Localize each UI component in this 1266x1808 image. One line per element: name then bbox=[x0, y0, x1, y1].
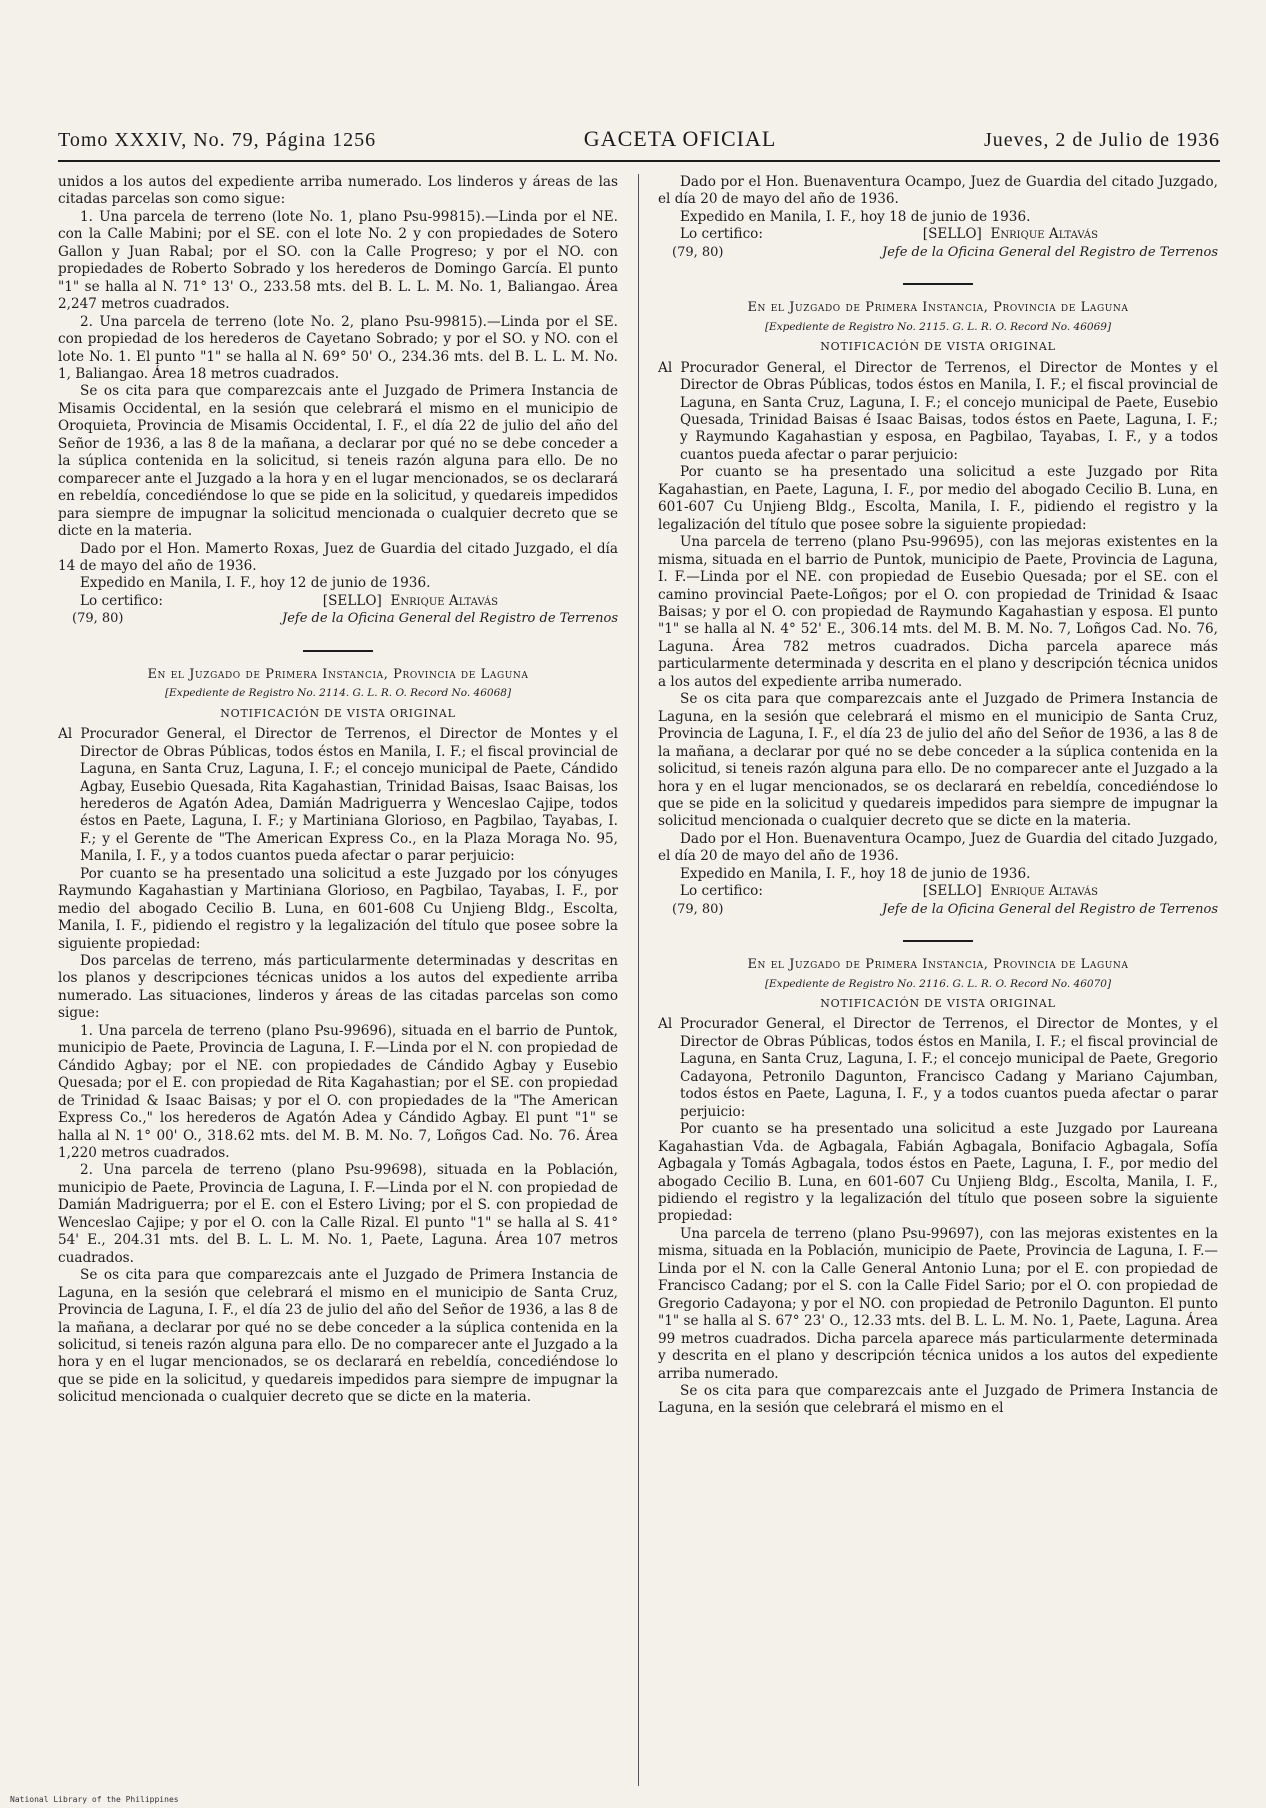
seal-label: [SELLO] bbox=[322, 592, 382, 609]
paragraph: Expedido en Manila, I. F., hoy 12 de junio de 1936. bbox=[80, 575, 431, 592]
paragraph: Se os cita para que comparezcais ante el Juzgado de Primera Instancia de Misamis Occidental, en la sesión que celebrará el mismo en el municipio de Oroquieta, Provincia de Misamis Occidental, I. F., el día 22 de julio del año del Señor de 1936, a las 8 de la mañana, a declarar por qué no se debe conceder a la súplica contenida en la solicitud, si teneis razón alguna para ello. De no comparecer ante el Juzgado a la hora y en el lugar mencionados, se os declarará en rebeldía, concediéndose lo que se pide en la solicitud, y quedareis impedidos para siempre de impugnar la solicitud mencionada o cualquier decreto que se dicte en la materia. bbox=[58, 383, 618, 540]
certifico-label: Lo certifico: bbox=[80, 592, 163, 609]
signer-title-line bbox=[58, 610, 618, 627]
paragraph: unidos a los autos del expediente arriba numerado. Los linderos y áreas de las citadas parcelas son como sigue: bbox=[58, 174, 618, 208]
expediente-line: [Expediente de Registro No. 2116. G. L. R. O. Record No. 46070] bbox=[764, 977, 1112, 990]
section-divider bbox=[903, 283, 973, 285]
signer-title: Jefe de la Oficina General del Registro de Terrenos bbox=[882, 901, 1218, 917]
paragraph: Dado por el Hon. Buenaventura Ocampo, Juez de Guardia del citado Juzgado, el día 20 de mayo del año de 1936. bbox=[658, 174, 1218, 208]
issue-number: (79, 80) bbox=[72, 611, 124, 627]
certification-line bbox=[658, 883, 1218, 900]
header-title: GACETA OFICIAL bbox=[583, 126, 777, 151]
page-header bbox=[58, 126, 1220, 156]
signer-name: Enrique Altavás bbox=[990, 226, 1098, 243]
paragraph: 2. Una parcela de terreno (lote No. 2, plano Psu-99815).—Linda por el SE. con propiedad de los herederos de Cayetano Sobrado; y por el SO. y NO. con el lote No. 1. El punto "1" se halla al N. 69° 50' O., 234.36 mts. del B. L. L. M. No. 1, Baliangao. Área 18 metros cuadrados. bbox=[58, 313, 618, 382]
notice-heading: NOTIFICACIÓN DE VISTA ORIGINAL bbox=[820, 997, 1056, 1011]
signer-title: Jefe de la Oficina General del Registro de Terrenos bbox=[282, 611, 618, 627]
signer-name: Enrique Altavás bbox=[390, 592, 498, 609]
certification-line bbox=[58, 593, 618, 610]
paragraph: Dado por el Hon. Mamerto Roxas, Juez de Guardia del citado Juzgado, el día 14 de mayo del año de 1936. bbox=[58, 540, 618, 574]
paragraph: Una parcela de terreno (plano Psu-99697), con las mejoras existentes en la misma, situada en la Población, municipio de Paete, Provincia de Laguna, I. F.—Linda por el N. con la Calle General Antonio Luna; por el E. con propiedad de Francisco Cadang; por el S. con la Calle Fidel Sario; por el O. con propiedad de Gregorio Cadayona; y por el NO. con propiedad de Petronilo Dagunton. El punto "1" se halla al S. 67° 23' O., 12.33 mts. del B. L. L. M. No. 1, Paete, Laguna. Área 99 metros cuadrados. Dicha parcela aparece más particularmente determinada y descrita en el plano y descripción técnica unidos a los autos del expediente arriba numerado. bbox=[658, 1225, 1218, 1382]
paragraph: Se os cita para que comparezcais ante el Juzgado de Primera Instancia de Laguna, en la sesión que celebrará el mismo en el bbox=[658, 1383, 1218, 1417]
paragraph: Se os cita para que comparezcais ante el Juzgado de Primera Instancia de Laguna, en la sesión que celebrará el mismo en el municipio de Santa Cruz, Provincia de Laguna, I. F., el día 23 de julio del año del Señor de 1936, a las 8 de la mañana, a declarar por qué no se debe conceder a la súplica contenida en la solicitud, si teneis razón alguna para ello. De no comparecer ante el Juzgado a la hora y en el lugar mencionados, se os declarará en rebeldía, concediéndose lo que se pide en la solicitud y quedareis impedidos para siempre de impugnar la solicitud mencionada o cualquier decreto que se dicte en la materia. bbox=[658, 691, 1218, 830]
signer-title: Jefe de la Oficina General del Registro de Terrenos bbox=[882, 244, 1218, 260]
paragraph: Por cuanto se ha presentado una solicitud a este Juzgado por Laureana Kagahastian Vda. de Agbagala, Fabián Agbagala, Bonifacio Agbagala, Sofía Agbagala y Tomás Agbagala, todos éstos en Paete, Laguna, I. F., por medio del abogado Cecilio B. Luna, en 601-607 Cu Unjieng Bldg., Escolta, Manila, I. F., pidiendo el registro y la legalización del título que poseen sobre la siguiente propiedad: bbox=[658, 1121, 1218, 1225]
signer-name: Enrique Altavás bbox=[990, 883, 1098, 900]
signer-title-line bbox=[658, 244, 1218, 261]
notice-address: Al Procurador General, el Director de Terrenos, el Director de Montes, y el Director de Obras Públicas, todos éstos en Manila, I. F.; el fiscal provincial de Laguna, en Santa Cruz, Laguna, I. F.; el concejo municipal de Paete, Gregorio Cadayona, Petronilo Dagunton, Francisco Cadang y Mariano Cajumban, todos éstos en Paete, Laguna, I. F., y a todos cuantos pueda afectar o parar perjuicio: bbox=[658, 1016, 1218, 1120]
court-heading: En el Juzgado de Primera Instancia, Provincia de Laguna bbox=[747, 300, 1129, 316]
notice-address: Al Procurador General, el Director de Terrenos, el Director de Montes y el Director de Obras Públicas, todos éstos en Manila, I. F.; el fiscal provincial de Laguna, en Santa Cruz, Laguna, I. F.; el concejo municipal de Paete, Eusebio Quesada, Trinidad Baisas é Isaac Baisas, todos éstos en Paete, Laguna, I. F.; y Raymundo Kagahastian y esposa, en Pagbilao, Tayabas, I. F., y a todos cuantos pueda afectar o parar perjuicio: bbox=[658, 359, 1218, 463]
expediente-line: [Expediente de Registro No. 2115. G. L. R. O. Record No. 46069] bbox=[764, 320, 1112, 333]
paragraph: Dos parcelas de terreno, más particularmente determinadas y descritas en los planos y descripciones técnicas unidos a los autos del expediente arriba numerado. Las situaciones, linderos y áreas de las citadas parcelas son como sigue: bbox=[58, 953, 618, 1022]
paragraph: Expedido en Manila, I. F., hoy 18 de junio de 1936. bbox=[680, 865, 1031, 882]
paragraph: Por cuanto se ha presentado una solicitud a este Juzgado por los cónyuges Raymundo Kagahastian y Martiniana Glorioso, en Pagbilao, Tayabas, I. F., por medio del abogado Cecilio B. Luna, en 601-608 Cu Unjieng Bldg., Escolta, Manila, I. F., pidiendo el registro y la legalización del título que posee sobre la siguiente propiedad: bbox=[58, 865, 618, 952]
paragraph: Una parcela de terreno (plano Psu-99695), con las mejoras existentes en la misma, situada en el barrio de Puntok, municipio de Paete, Provincia de Laguna, I. F.—Linda por el NE. con propiedad de Eusebio Quesada; por el SE. con el camino provincial Paete-Loñgos; por el O. con propiedad de Trinidad & Isaac Baisas; y por el O. con propiedad de Raymundo Kagahastian y esposa. El punto "1" se halla al N. 4° 52' E., 306.14 mts. del M. B. M. No. 7, Loñgos Cad. No. 76, Laguna. Área 782 metros cuadrados. Dicha parcela aparece más particularmente determinada y descrita en el plano y descripción técnica unidos a los autos del expediente arriba numerado. bbox=[658, 534, 1218, 690]
issue-number: (79, 80) bbox=[672, 244, 724, 260]
paragraph: 2. Una parcela de terreno (plano Psu-99698), situada en la Población, municipio de Paete, Provincia de Laguna, I. F.—Linda por el N. con propiedad de Damián Madriguerra; por el E. con el Estero Living; por el S. con propiedad de Wenceslao Cajipe; y por el O. con la Calle Rizal. El punto "1" se halla al S. 41° 54' E., 204.31 mts. del B. L. L. M. No. 1, Paete, Laguna. Área 107 metros cuadrados. bbox=[58, 1162, 618, 1266]
issue-number: (79, 80) bbox=[672, 901, 724, 917]
seal-label: [SELLO] bbox=[922, 226, 982, 243]
notice-heading: NOTIFICACIÓN DE VISTA ORIGINAL bbox=[820, 340, 1056, 354]
notice-heading: NOTIFICACIÓN DE VISTA ORIGINAL bbox=[220, 706, 456, 720]
paragraph: Expedido en Manila, I. F., hoy 18 de junio de 1936. bbox=[680, 208, 1031, 225]
signer-title-line bbox=[658, 901, 1218, 918]
left-column bbox=[58, 174, 618, 1786]
certification-line bbox=[658, 226, 1218, 243]
court-heading: En el Juzgado de Primera Instancia, Provincia de Laguna bbox=[747, 957, 1129, 973]
expediente-line: [Expediente de Registro No. 2114. G. L. R. O. Record No. 46068] bbox=[164, 687, 512, 700]
library-footer: National Library of the Philippines bbox=[10, 1795, 179, 1804]
notice-address: Al Procurador General, el Director de Terrenos, el Director de Montes y el Director de Obras Públicas, todos éstos en Manila, I. F.; el fiscal provincial de Laguna, en Santa Cruz, Laguna, I. F.; el concejo municipal de Paete, Cándido Agbay, Eusebio Quesada, Rita Kagahastian, Trinidad Baisas, Isaac Baisas, los herederos de Agatón Adea, Damián Madriguerra y Wenceslao Cajipe, todos éstos en Paete, Laguna, I. F.; y Martiniana Glorioso, en Pagbilao, Tayabas, I. F.; y el Gerente de "The American Express Co., en la Plaza Moraga No. 95, Manila, I. F., y a todos cuantos pueda afectar o parar perjuicio: bbox=[58, 726, 618, 865]
paragraph: Se os cita para que comparezcais ante el Juzgado de Primera Instancia de Laguna, en la sesión que celebrará el mismo en el municipio de Santa Cruz, Provincia de Laguna, I. F., el día 23 de julio del año del Señor de 1936, a las 8 de la mañana, a declarar por qué no se debe conceder a la súplica contenida en la solicitud, si teneis razón alguna para ello. De no comparecer ante el Juzgado a la hora y en el lugar mencionados, se os declarará en rebeldía, concediéndose lo que se pide en la solicitud, y quedareis impedidos para siempre de impugnar la solicitud mencionada o cualquier decreto que se dicte en la materia. bbox=[58, 1267, 618, 1406]
column-divider bbox=[638, 174, 639, 1786]
section-divider bbox=[903, 940, 973, 942]
paragraph: 1. Una parcela de terreno (lote No. 1, plano Psu-99815).—Linda por el NE. con la Calle Mabini; por el SE. con el lote No. 2 y con propiedades de Sotero Gallon y Juan Rabal; por el SO. con la Calle Progreso; y por el NO. con propiedades de Roberto Sobrado y los herederos de Domingo García. El punto "1" se halla al N. 71° 13' O., 233.58 mts. del B. L. L. M. No. 1, Baliangao. Área 2,247 metros cuadrados. bbox=[58, 208, 618, 313]
gazette-page bbox=[58, 126, 1220, 1786]
certifico-label: Lo certifico: bbox=[680, 883, 763, 900]
right-column bbox=[658, 174, 1218, 1786]
court-heading: En el Juzgado de Primera Instancia, Provincia de Laguna bbox=[147, 666, 529, 682]
header-date: Jueves, 2 de Julio de 1936 bbox=[984, 129, 1220, 151]
paragraph: 1. Una parcela de terreno (plano Psu-99696), situada en el barrio de Puntok, municipio de Paete, Provincia de Laguna, I. F.—Linda por el N. con propiedad de Cándido Agbay; por el NE. con propiedades de Cándido Agbay y Eusebio Quesada; por el E. con propiedad de Rita Kagahastian; por el SE. con propiedad de Trinidad & Isaac Baisas; y por el O. con propiedades de la "The American Express Co.," los herederos de Agatón Adea y Cándido Agbay. El punt "1" se halla al N. 1° 00' O., 318.62 mts. del M. B. M. No. 7, Loñgos Cad. No. 76. Área 1,220 metros cuadrados. bbox=[58, 1022, 618, 1162]
section-divider bbox=[303, 650, 373, 652]
seal-label: [SELLO] bbox=[922, 883, 982, 900]
header-volume: Tomo XXXIV, No. 79, Página 1256 bbox=[58, 129, 377, 151]
header-rule bbox=[58, 160, 1220, 162]
paragraph: Dado por el Hon. Buenaventura Ocampo, Juez de Guardia del citado Juzgado, el día 20 de mayo del año de 1936. bbox=[658, 830, 1218, 865]
paragraph: Por cuanto se ha presentado una solicitud a este Juzgado por Rita Kagahastian, en Paete, Laguna, I. F., por medio del abogado Cecilio B. Luna, en 601-607 Cu Unjieng Bldg., Escolta, Manila, I. F., pidiendo el registro y la legalización del título que posee sobre la siguiente propiedad: bbox=[658, 464, 1218, 533]
certifico-label: Lo certifico: bbox=[680, 226, 763, 243]
